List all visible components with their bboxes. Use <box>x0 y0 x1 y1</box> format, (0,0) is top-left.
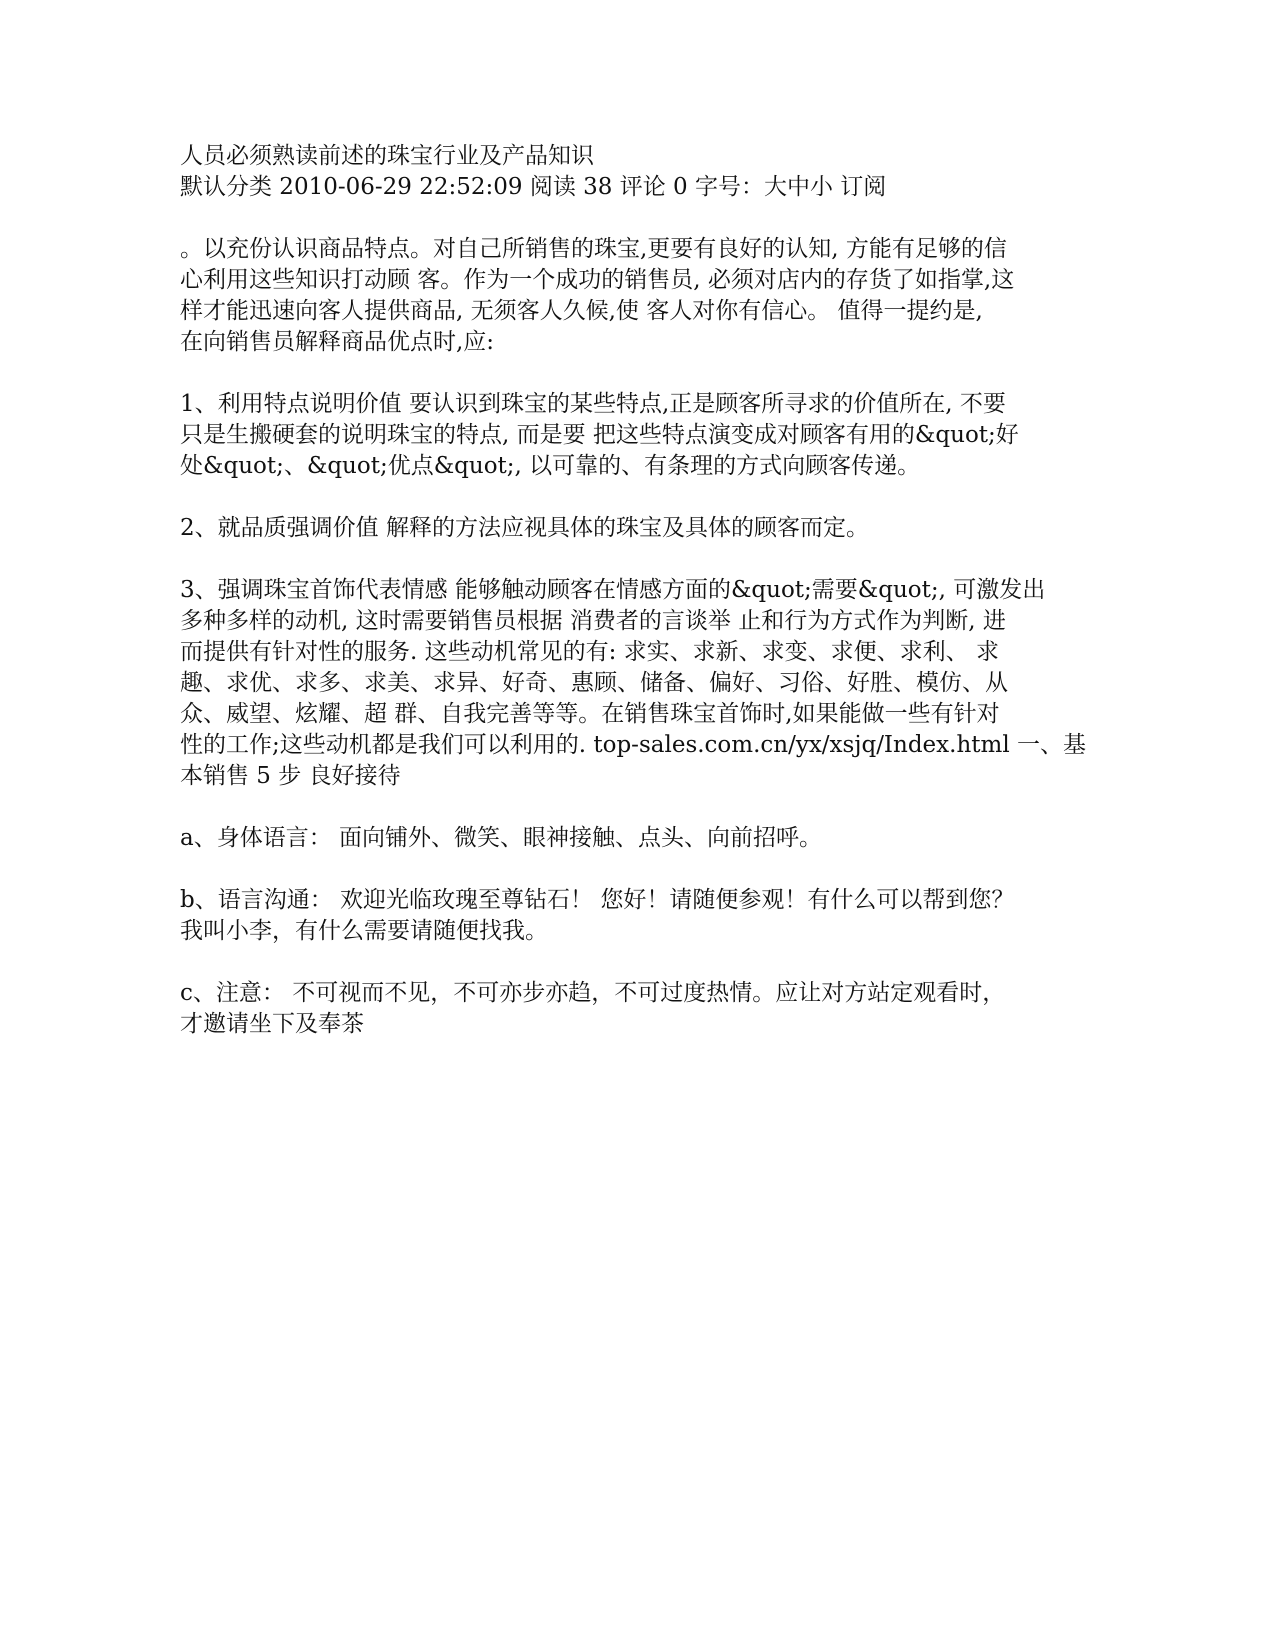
document-meta: 默认分类 2010-06-29 22:52:09 阅读 38 评论 0 字号：大中小 订阅 <box>180 174 887 200</box>
paragraph-point-3 <box>180 575 1086 792</box>
paragraph-line: a、身体语言： 面向铺外、微笑、眼神接触、点头、向前招呼。 <box>180 825 823 851</box>
paragraph-line: 3、强调珠宝首饰代表情感 能够触动顾客在情感方面的&quot;需要&quot;, 可激发出 <box>180 577 1046 603</box>
paragraph-body-language <box>180 823 1060 854</box>
paragraph-line: 我叫小李，有什么需要请随便找我。 <box>180 918 548 944</box>
paragraph-line: c、注意： 不可视而不见，不可亦步亦趋，不可过度热情。应让对方站定观看时， <box>180 980 1006 1006</box>
paragraph-line: 性的工作;这些动机都是我们可以利用的. top-sales.com.cn/yx/xsjq/Index.html 一、基 <box>180 732 1086 758</box>
paragraph-line: 。以充份认识商品特点。对自己所销售的珠宝,更要有良好的认知, 方能有足够的信 <box>180 236 1007 262</box>
paragraph-verbal-communication <box>180 885 1060 947</box>
paragraph-notes <box>180 978 1060 1040</box>
paragraph-line: 本销售 5 步 良好接待 <box>180 763 401 789</box>
paragraph-line: b、语言沟通： 欢迎光临玫瑰至尊钻石！ 您好！请随便参观！有什么可以帮到您？ <box>180 887 1015 913</box>
paragraph-line: 2、就品质强调价值 解释的方法应视具体的珠宝及具体的顾客而定。 <box>180 515 869 541</box>
paragraph-line: 才邀请坐下及奉茶 <box>180 1011 364 1037</box>
paragraph-line: 众、威望、炫耀、超 群、自我完善等等。在销售珠宝首饰时,如果能做一些有针对 <box>180 701 1000 727</box>
document-body <box>180 141 1086 1071</box>
paragraph-line: 而提供有针对性的服务. 这些动机常见的有: 求实、求新、求变、求便、求利、 求 <box>180 639 999 665</box>
paragraph-line: 1、利用特点说明价值 要认识到珠宝的某些特点,正是顾客所寻求的价值所在, 不要 <box>180 391 1006 417</box>
document-title: 人员必须熟读前述的珠宝行业及产品知识 <box>180 143 594 169</box>
paragraph-line: 在向销售员解释商品优点时,应: <box>180 329 495 355</box>
paragraph-intro <box>180 234 1060 358</box>
paragraph-line: 趣、求优、求多、求美、求异、好奇、惠顾、储备、偏好、习俗、好胜、模仿、从 <box>180 670 1008 696</box>
paragraph-point-1 <box>180 389 1060 482</box>
paragraph-line: 样才能迅速向客人提供商品, 无须客人久候,使 客人对你有信心。 值得一提约是, <box>180 298 983 324</box>
paragraph-line: 只是生搬硬套的说明珠宝的特点, 而是要 把这些特点演变成对顾客有用的&quot;好 <box>180 422 1019 448</box>
paragraph-line: 心利用这些知识打动顾 客。作为一个成功的销售员, 必须对店内的存货了如指掌,这 <box>180 267 1015 293</box>
paragraph-line: 多种多样的动机, 这时需要销售员根据 消费者的言谈举 止和行为方式作为判断, 进 <box>180 608 1006 634</box>
paragraph-point-2 <box>180 513 1060 544</box>
paragraph-line: 处&quot;、&quot;优点&quot;, 以可靠的、有条理的方式向顾客传递。 <box>180 453 921 479</box>
document-header <box>180 141 1060 203</box>
